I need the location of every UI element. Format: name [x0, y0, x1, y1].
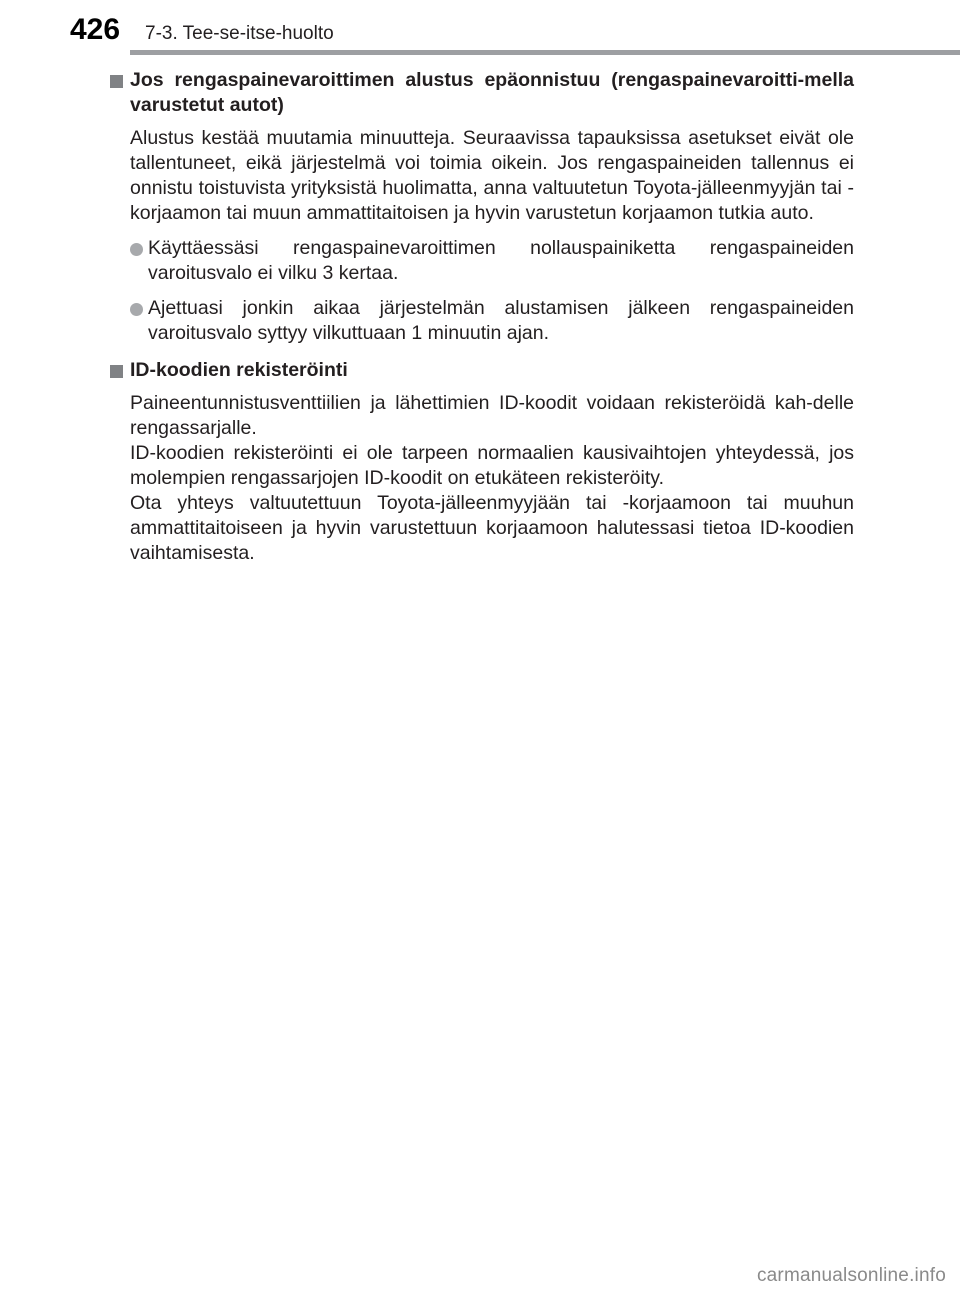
section-heading: [110, 68, 854, 118]
body-paragraph: Alustus kestää muutamia minuutteja. Seuraavissa tapauksissa asetukset eivät ole tallentuneet, eikä järjestelmä voi toimia oikein. Jos rengaspaineiden tallennus ei onnistu toistuvista yrityksistä huolimatta, anna valtuutetun Toyota-jälleenmyyjän tai -korjaamon tai muun ammattitaitoisen ja hyvin varustetun korjaamon tutkia auto.: [130, 127, 854, 224]
body-paragraph: ID-koodien rekisteröinti ei ole tarpeen normaalien kausivaihtojen yhteydessä, jos molempien rengassarjojen ID-koodit on etukäteen rekisteröity.: [130, 442, 854, 489]
header-rule: [130, 50, 960, 55]
list-item-text: Käyttäessäsi rengaspainevaroittimen nollauspainiketta rengaspaineiden varoitusvalo ei vilku 3 kertaa.: [148, 237, 854, 284]
page-content: [110, 68, 854, 566]
list-item-text: Ajettuasi jonkin aikaa järjestelmän alustamisen jälkeen rengaspaineiden varoitusvalo syttyy vilkuttuaan 1 minuutin ajan.: [148, 297, 854, 344]
list-item: [110, 296, 854, 346]
chapter-title: 7-3. Tee-se-itse-huolto: [145, 23, 334, 44]
watermark: carmanualsonline.info: [756, 1265, 946, 1286]
section-heading-text: ID-koodien rekisteröinti: [130, 359, 348, 381]
section-init-failure: [110, 68, 854, 346]
body-paragraph: Paineentunnistusventtiilien ja lähettimien ID-koodit voidaan rekisteröidä kah-delle rengassarjalle.: [130, 392, 854, 439]
circle-bullet-icon: [130, 303, 143, 316]
section-id-codes: [110, 358, 854, 566]
body-paragraph: Ota yhteys valtuutettuun Toyota-jälleenmyyjään tai -korjaamoon tai muuhun ammattitaitoiseen ja hyvin varustettuun korjaamoon halutessasi tietoa ID-koodien vaihtamisesta.: [130, 492, 854, 564]
square-bullet-icon: [110, 75, 123, 88]
page-number: 426: [70, 13, 121, 46]
section-heading-text: Jos rengaspainevaroittimen alustus epäonnistuu (rengaspainevaroitti-mella varustetut autot): [130, 69, 854, 116]
circle-bullet-icon: [130, 243, 143, 256]
square-bullet-icon: [110, 365, 123, 378]
section-heading: [110, 358, 854, 383]
list-item: [110, 236, 854, 286]
